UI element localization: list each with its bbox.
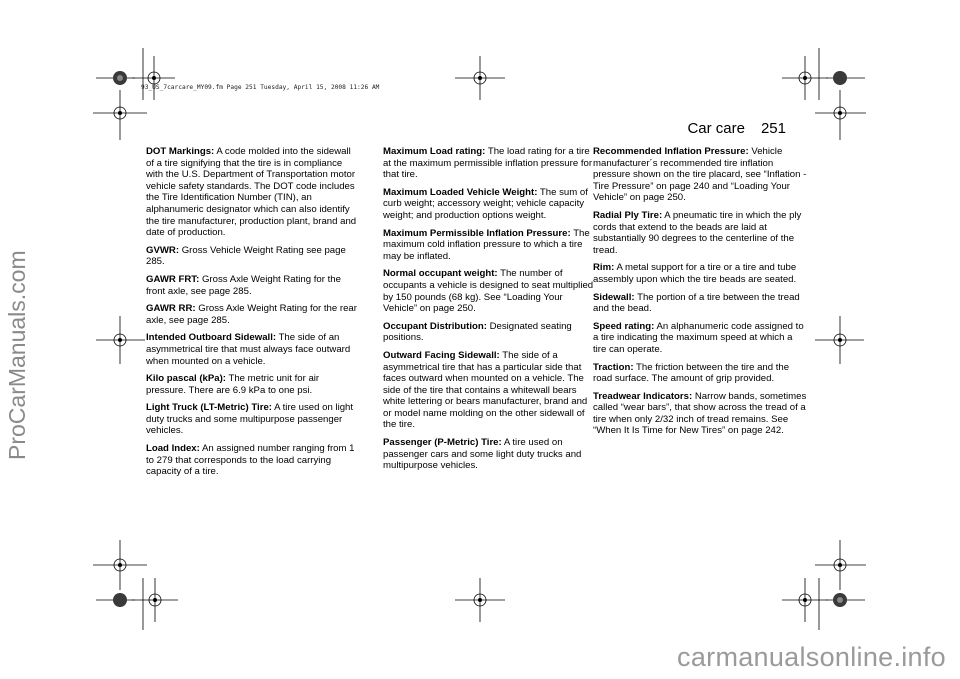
- glossary-entry: [146, 146, 360, 239]
- glossary-definition: The metric unit for air pressure. There are 6.9 kPa to one psi.: [146, 373, 320, 396]
- glossary-definition: The side of a asymmetrical tire that has a particular side that faces outward when mounted on a vehicle. The side of the tire that contains a whitewall bears white lettering or bears manufacturer, brand and or model name molding on the other sidewall of the tire.: [383, 349, 588, 431]
- column-2: [383, 146, 597, 478]
- glossary-term: Occupant Distribution:: [383, 320, 487, 332]
- glossary-entry: [593, 292, 807, 315]
- glossary-term: Normal occupant weight:: [383, 268, 498, 280]
- glossary-entry: [593, 391, 807, 437]
- glossary-definition: An alphanumeric code assigned to a tire indicating the maximum speed at which a tire can operate.: [593, 320, 804, 355]
- glossary-definition: The friction between the tire and the road surface. The amount of grip provided.: [593, 361, 790, 385]
- section-title: Car care: [687, 120, 745, 137]
- glossary-definition: A metal support for a tire or a tire and tube assembly upon which the tire beads are seated.: [593, 262, 797, 285]
- glossary-definition: Vehicle manufacturer´s recommended tire inflation pressure shown on the tire placard, see “Inflation - Tire Pressure” on page 240 and “Loading Your Vehicle” on page 250.: [593, 146, 807, 204]
- glossary-entry: [146, 373, 360, 396]
- glossary-entry: [593, 321, 807, 356]
- glossary-definition: Gross Vehicle Weight Rating see page 285.: [146, 244, 346, 268]
- glossary-term: Sidewall:: [593, 291, 635, 303]
- glossary-entry: [593, 362, 807, 385]
- watermark-left: [4, 250, 34, 480]
- glossary-term: Maximum Load rating:: [383, 146, 486, 157]
- glossary-definition: The maximum cold inflation pressure to which a tire may be inflated.: [383, 227, 590, 262]
- glossary-entry: [383, 228, 597, 263]
- glossary-entry: [383, 321, 597, 344]
- glossary-term: Radial Ply Tire:: [593, 209, 663, 221]
- glossary-term: Intended Outboard Sidewall:: [146, 332, 277, 344]
- glossary-entry: [383, 437, 597, 472]
- glossary-entry: [383, 350, 597, 431]
- glossary-definition: The portion of a tire between the tread and the bead.: [593, 291, 800, 315]
- glossary-term: Maximum Permissible Inflation Pressure:: [383, 227, 571, 239]
- glossary-entry: [146, 443, 360, 478]
- glossary-term: Rim:: [593, 262, 615, 274]
- glossary-term: GAWR RR:: [146, 303, 196, 315]
- glossary-definition: The side of an asymmetrical tire that must always face outward when mounted on a vehicle.: [146, 332, 351, 367]
- file-header: 93_US_7carcare_MY09.fm Page 251 Tuesday, April 15, 2008 11:26 AM: [141, 84, 380, 91]
- glossary-term: Speed rating:: [593, 320, 655, 332]
- glossary-term: Passenger (P-Metric) Tire:: [383, 437, 502, 449]
- glossary-term: GAWR FRT:: [146, 273, 200, 285]
- glossary-term: DOT Markings:: [146, 146, 215, 157]
- glossary-definition: A code molded into the sidewall of a tire signifying that the tire is in compliance with the U.S. Department of Transportation motor vehicle safety standards. The DOT code includes the Tire Identification Number (TIN), an alphanumeric designator which can also identify the tire manufacturer, production plant, brand and date of production.: [146, 146, 357, 239]
- glossary-definition: The number of occupants a vehicle is designed to seat multiplied by 150 pounds (68 kg). See “Loading Your Vehicle” on page 250.: [383, 268, 594, 315]
- glossary-entry: [146, 303, 360, 326]
- glossary-definition: Designated seating positions.: [383, 320, 572, 344]
- watermark-bottom: carmanualsonline.info: [677, 642, 946, 672]
- glossary-entry: [593, 210, 807, 256]
- glossary-definition: An assigned number ranging from 1 to 279 that corresponds to the load carrying capacity of a tire.: [146, 443, 355, 478]
- glossary-term: Outward Facing Sidewall:: [383, 349, 500, 361]
- glossary-term: Traction:: [593, 361, 634, 373]
- glossary-entry: [593, 146, 807, 204]
- page-number: 251: [760, 120, 786, 137]
- column-1: [146, 146, 360, 484]
- glossary-definition: A tire used on light duty trucks and some multipurpose passenger vehicles.: [146, 402, 354, 437]
- glossary-entry: [146, 332, 360, 367]
- glossary-term: Maximum Loaded Vehicle Weight:: [383, 186, 538, 198]
- glossary-term: Recommended Inflation Pressure:: [593, 146, 749, 157]
- glossary-definition: The sum of curb weight; accessory weight; vehicle capacity weight; and production options weight.: [383, 186, 588, 221]
- glossary-definition: A pneumatic tire in which the ply cords that extend to the beads are laid at substantially 90 degrees to the centerline of the tread.: [593, 209, 802, 256]
- glossary-entry: [146, 245, 360, 268]
- glossary-definition: Narrow bands, sometimes called “wear bars”, that show across the tread of a tire when only 2/32 inch of tread remains. See “When It Is Time for New Tires” on page 242.: [593, 390, 807, 437]
- glossary-entry: [146, 402, 360, 437]
- glossary-entry: [146, 274, 360, 297]
- glossary-definition: Gross Axle Weight Rating for the rear axle, see page 285.: [146, 303, 357, 326]
- glossary-term: GVWR:: [146, 244, 180, 256]
- glossary-entry: [383, 146, 597, 181]
- glossary-definition: The load rating for a tire at the maximum permissible inflation pressure for that tire.: [383, 146, 593, 181]
- glossary-term: Treadwear Indicators:: [593, 390, 693, 402]
- running-head: [687, 120, 786, 137]
- glossary-definition: Gross Axle Weight Rating for the front axle, see page 285.: [146, 273, 341, 297]
- glossary-term: Light Truck (LT-Metric) Tire:: [146, 402, 272, 414]
- glossary-entry: [383, 187, 597, 222]
- glossary-term: Load Index:: [146, 443, 200, 455]
- glossary-definition: A tire used on passenger cars and some light duty trucks and multipurpose vehicles.: [383, 437, 582, 472]
- column-3: [593, 146, 807, 443]
- glossary-term: Kilo pascal (kPa):: [146, 373, 226, 385]
- glossary-entry: [593, 262, 807, 285]
- watermark-left-text: ProCarManuals.com: [4, 250, 30, 460]
- glossary-entry: [383, 268, 597, 314]
